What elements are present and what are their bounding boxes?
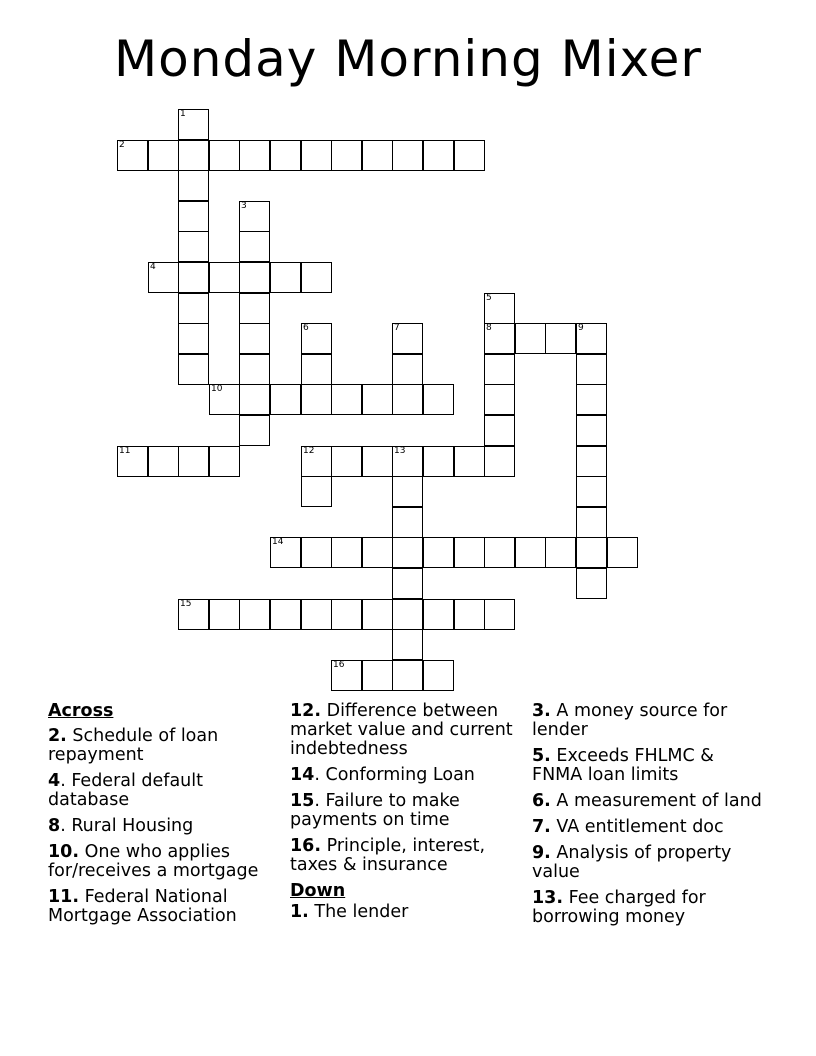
clue-down-9 [532,844,764,882]
cell-number: 7 [394,323,400,333]
grid-cell[interactable] [117,140,148,171]
grid-cell[interactable] [392,323,423,354]
grid-cell[interactable] [392,140,423,171]
grid-cell[interactable] [576,384,607,415]
clue-number: 8 [48,816,61,836]
clues-column-2 [290,702,522,929]
grid-cell[interactable] [484,354,515,385]
clue-number: 3. [532,701,551,721]
clue-text: Exceeds FHLMC & FNMA loan limits [532,746,714,785]
grid-cell[interactable] [392,629,423,660]
grid-cell[interactable] [545,323,576,354]
grid-cell[interactable] [362,537,393,568]
grid-cell[interactable] [178,231,209,262]
clue-number: 12. [290,701,322,721]
cell-number: 15 [180,599,192,609]
grid-cell[interactable] [362,446,393,477]
cell-number: 10 [211,384,223,394]
grid-cell[interactable] [545,537,576,568]
grid-cell[interactable] [362,660,393,691]
grid-cell[interactable] [301,599,332,630]
grid-cell[interactable] [484,384,515,415]
cell-number: 9 [578,323,584,333]
clue-across-11 [48,888,280,926]
grid-cell[interactable] [331,446,362,477]
grid-cell[interactable] [178,170,209,201]
grid-cell[interactable] [178,354,209,385]
grid-cell[interactable] [362,140,393,171]
clue-across-2 [48,727,280,765]
grid-cell[interactable] [209,262,240,293]
grid-cell[interactable] [239,354,270,385]
grid-cell[interactable] [576,537,607,568]
clue-across-15 [290,792,522,830]
grid-cell[interactable] [117,446,148,477]
grid-cell[interactable] [148,262,179,293]
grid-cell[interactable] [392,537,423,568]
grid-cell[interactable] [484,537,515,568]
clue-across-10 [48,843,280,881]
grid-cell[interactable] [362,599,393,630]
puzzle-title: Monday Morning Mixer [114,30,702,88]
grid-cell[interactable] [331,384,362,415]
grid-cell[interactable] [178,201,209,232]
grid-cell[interactable] [392,476,423,507]
grid-cell[interactable] [331,537,362,568]
clue-number: 9. [532,843,551,863]
grid-cell[interactable] [454,446,485,477]
grid-cell[interactable] [423,140,454,171]
clue-number: 10. [48,842,80,862]
clue-text: VA entitlement doc [556,817,724,837]
grid-cell[interactable] [484,446,515,477]
grid-cell[interactable] [392,599,423,630]
grid-cell[interactable] [454,599,485,630]
grid-cell[interactable] [576,415,607,446]
grid-cell[interactable] [607,537,638,568]
grid-cell[interactable] [576,476,607,507]
clue-across-12 [290,702,522,759]
cell-number: 2 [119,140,125,150]
grid-cell[interactable] [515,323,546,354]
clue-number: 4 [48,771,61,791]
grid-cell[interactable] [392,507,423,538]
grid-cell[interactable] [301,476,332,507]
grid-cell[interactable] [270,537,301,568]
grid-cell[interactable] [209,446,240,477]
grid-cell[interactable] [239,599,270,630]
grid-cell[interactable] [239,415,270,446]
grid-cell[interactable] [392,568,423,599]
clue-number: 5. [532,746,551,766]
grid-cell[interactable] [178,262,209,293]
clue-text: A money source for lender [532,701,728,740]
grid-cell[interactable] [270,140,301,171]
clues-column-1 [48,702,280,933]
grid-cell[interactable] [423,599,454,630]
grid-cell[interactable] [423,446,454,477]
cell-number: 13 [394,446,406,456]
grid-cell[interactable] [178,323,209,354]
grid-cell[interactable] [331,140,362,171]
grid-cell[interactable] [576,446,607,477]
grid-cell[interactable] [178,140,209,171]
grid-cell[interactable] [239,231,270,262]
grid-cell[interactable] [301,384,332,415]
cell-number: 5 [486,293,492,303]
clue-across-4 [48,772,280,810]
clue-number: 2. [48,726,67,746]
clue-number: 13. [532,888,564,908]
grid-cell[interactable] [209,140,240,171]
clue-number: 15 [290,791,315,811]
grid-cell[interactable] [392,446,423,477]
clue-text: . Conforming Loan [314,765,475,785]
grid-cell[interactable] [576,354,607,385]
grid-cell[interactable] [209,384,240,415]
clue-across-16 [290,837,522,875]
clue-across-8 [48,817,280,836]
grid-cell[interactable] [392,660,423,691]
cell-number: 6 [303,323,309,333]
grid-cell[interactable] [392,354,423,385]
grid-cell[interactable] [301,354,332,385]
cell-number: 1 [180,109,186,119]
grid-cell[interactable] [178,109,209,140]
grid-cell[interactable] [301,262,332,293]
grid-cell[interactable] [454,140,485,171]
grid-cell[interactable] [178,293,209,324]
clue-text: Principle, interest, taxes & insurance [290,836,486,875]
clue-down-5 [532,747,764,785]
clue-down-3 [532,702,764,740]
grid-cell[interactable] [148,140,179,171]
grid-cell[interactable] [270,599,301,630]
grid-cell[interactable] [484,415,515,446]
grid-cell[interactable] [239,201,270,232]
clue-text: . Rural Housing [60,816,194,836]
grid-cell[interactable] [209,599,240,630]
grid-cell[interactable] [331,660,362,691]
clue-number: 6. [532,791,551,811]
clue-number: 14 [290,765,315,785]
grid-cell[interactable] [270,262,301,293]
clue-down-1 [290,903,522,922]
clue-text: Difference between market value and current indebtedness [290,701,513,759]
cell-number: 14 [272,537,284,547]
grid-cell[interactable] [576,507,607,538]
grid-cell[interactable] [239,323,270,354]
across-header: Across [48,701,114,721]
grid-cell[interactable] [423,384,454,415]
grid-cell[interactable] [239,293,270,324]
grid-cell[interactable] [484,293,515,324]
grid-cell[interactable] [392,384,423,415]
clues-column-3 [532,702,764,934]
grid-cell[interactable] [178,446,209,477]
clue-down-7 [532,818,764,837]
grid-cell[interactable] [301,140,332,171]
down-header: Down [290,881,346,901]
cell-number: 8 [486,323,492,333]
grid-cell[interactable] [178,599,209,630]
grid-cell[interactable] [576,568,607,599]
clue-number: 7. [532,817,551,837]
clue-number: 11. [48,887,80,907]
grid-cell[interactable] [484,323,515,354]
clue-down-13 [532,889,764,927]
grid-cell[interactable] [239,262,270,293]
clue-across-14 [290,766,522,785]
cell-number: 11 [119,446,131,456]
grid-cell[interactable] [331,599,362,630]
clue-number: 16. [290,836,322,856]
clue-down-6 [532,792,764,811]
grid-cell[interactable] [301,446,332,477]
clue-number: 1. [290,902,309,922]
cell-number: 4 [150,262,156,272]
clue-text: The lender [314,902,409,922]
cell-number: 12 [303,446,315,456]
grid-cell[interactable] [576,323,607,354]
grid-cell[interactable] [148,446,179,477]
clue-text: Fee charged for borrowing money [532,888,706,927]
grid-cell[interactable] [301,323,332,354]
clue-text: Analysis of property value [532,843,732,882]
grid-cell[interactable] [239,384,270,415]
grid-cell[interactable] [423,537,454,568]
grid-cell[interactable] [301,537,332,568]
grid-cell[interactable] [423,660,454,691]
grid-cell[interactable] [239,140,270,171]
grid-cell[interactable] [454,537,485,568]
clue-text: One who applies for/receives a mortgage [48,842,259,881]
grid-cell[interactable] [270,384,301,415]
cell-number: 16 [333,660,345,670]
clue-text: Schedule of loan repayment [48,726,219,765]
clue-text: A measurement of land [556,791,762,811]
grid-cell[interactable] [515,537,546,568]
grid-cell[interactable] [362,384,393,415]
grid-cell[interactable] [484,599,515,630]
cell-number: 3 [241,201,247,211]
clue-text: . Failure to make payments on time [290,791,460,830]
clue-text: Federal National Mortgage Association [48,887,237,926]
clue-text: . Federal default database [48,771,203,810]
